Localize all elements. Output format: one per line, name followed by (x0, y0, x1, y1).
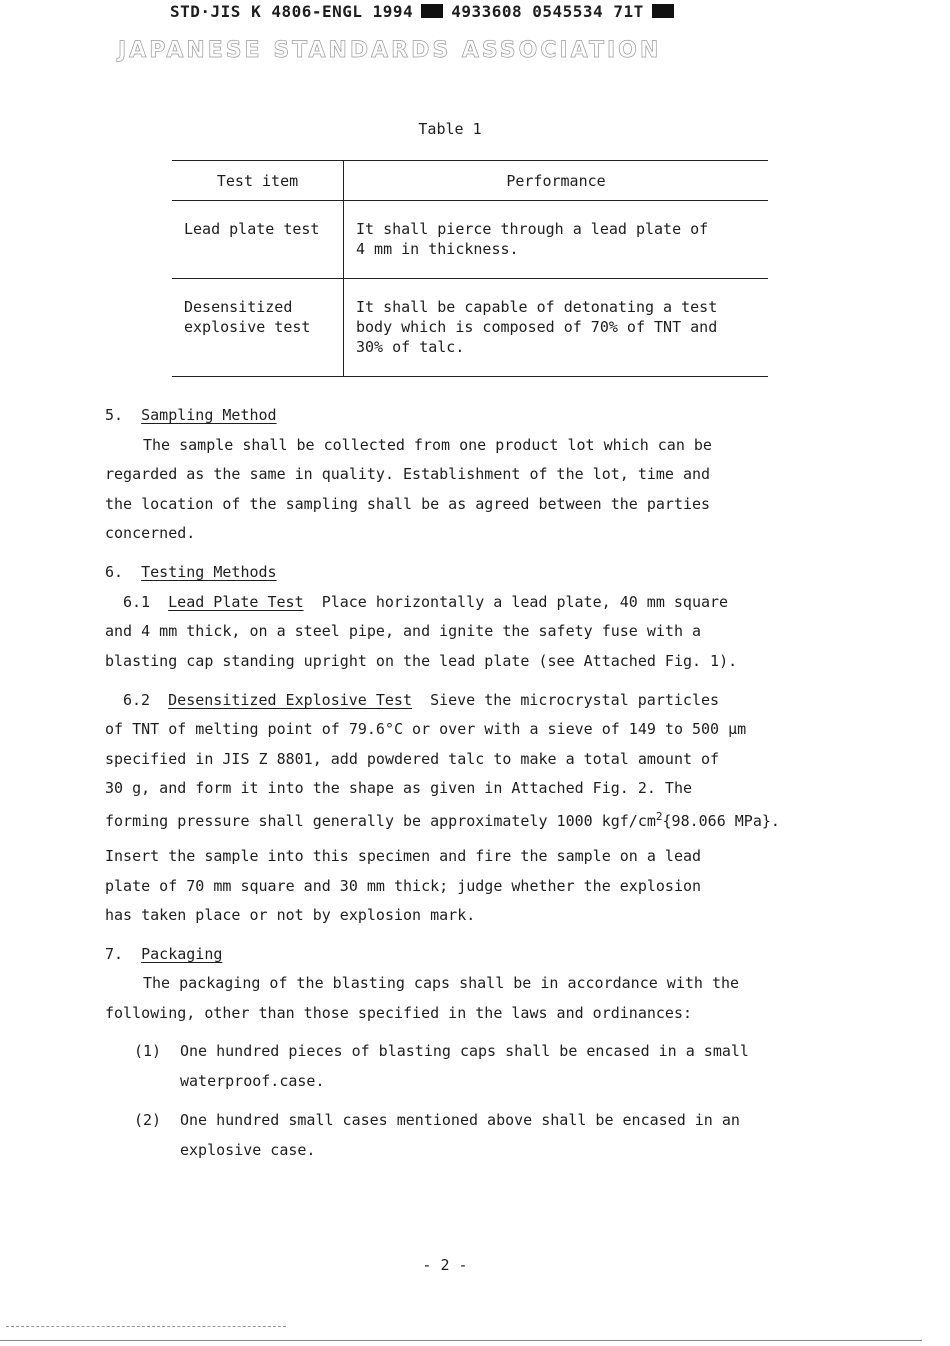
footer-rule (0, 1340, 922, 1341)
section-number: 6. (105, 563, 124, 581)
table-cell-performance (344, 201, 769, 279)
paragraph-line: Insert the sample into this specimen and fire the sample on a lead (105, 847, 702, 865)
table-header-row (172, 161, 768, 201)
header-performance: Performance (506, 171, 606, 190)
redaction-block (652, 4, 674, 18)
item-text: Desensitized (184, 298, 293, 316)
list-item-line: explosive case. (180, 1141, 316, 1159)
header-number: 4933608 0545534 71T (451, 1, 644, 21)
item-text: explosive test (184, 318, 311, 336)
list-item-label: (2) (134, 1111, 162, 1129)
table-row (172, 279, 768, 377)
subsection-line (123, 592, 728, 612)
performance-text: body which is composed of 70% of TNT and (356, 318, 718, 336)
paragraph-line: and 4 mm thick, on a steel pipe, and ignite the safety fuse with a (105, 622, 702, 640)
section-heading (105, 944, 222, 964)
paragraph-line: regarded as the same in quality. Establishment of the lot, time and (105, 465, 711, 483)
performance-text: 30% of talc. (356, 338, 465, 356)
performance-table (172, 160, 768, 377)
paragraph-line: of TNT of melting point of 79.6°C or over with a sieve of 149 to 500 μm (105, 720, 747, 738)
table-cell-item (172, 279, 344, 377)
section-title: Testing Methods (141, 563, 277, 581)
paragraph-line: plate of 70 mm square and 30 mm thick; judge whether the explosion (105, 877, 702, 895)
paragraph-line: 30 g, and form it into the shape as given in Attached Fig. 2. The (105, 779, 692, 797)
pressure-exponent: 2 (655, 810, 663, 823)
performance-text: 4 mm in thickness. (356, 240, 519, 258)
section-number: 7. (105, 945, 124, 963)
paragraph-line (105, 807, 780, 831)
paragraph-line: has taken place or not by explosion mark. (105, 906, 476, 924)
list-item-line: One hundred pieces of blasting caps shall be encased in a small (180, 1042, 749, 1060)
subsection-number: 6.2 (123, 691, 151, 709)
subsection-line (123, 690, 719, 710)
list-item-line: waterproof.case. (180, 1072, 325, 1090)
item-text: Lead plate test (184, 220, 320, 238)
paragraph-line: The sample shall be collected from one product lot which can be (143, 436, 712, 454)
paragraph-line: The packaging of the blasting caps shall be in accordance with the (143, 974, 740, 992)
pressure-text: forming pressure shall generally be approximately 1000 kgf/cm (105, 812, 656, 830)
list-item-label: (1) (134, 1042, 162, 1060)
document-header (170, 0, 770, 22)
table-cell-performance (344, 279, 769, 377)
section-number: 5. (105, 406, 124, 424)
section-heading (105, 562, 277, 582)
subsection-text: Sieve the microcrystal particles (430, 691, 720, 709)
watermark: JAPANESE STANDARDS ASSOCIATION (118, 38, 662, 63)
paragraph-line: blasting cap standing upright on the lead plate (see Attached Fig. 1). (105, 652, 738, 670)
pressure-value: {98.066 MPa}. (662, 812, 780, 830)
header-test-item: Test item (172, 161, 344, 201)
page-number: - 2 - (422, 1256, 468, 1274)
subsection-title: Lead Plate Test (168, 593, 304, 611)
table-row (172, 201, 768, 279)
paragraph-line: concerned. (105, 524, 196, 542)
header-code: STD·JIS K 4806-ENGL 1994 (170, 1, 414, 21)
subsection-number: 6.1 (123, 593, 151, 611)
table-cell-item (172, 201, 344, 279)
paragraph-line: following, other than those specified in the laws and ordinances: (105, 1004, 692, 1022)
table-caption: Table 1 (418, 120, 482, 138)
subsection-text: Place horizontally a lead plate, 40 mm square (321, 593, 729, 611)
section-title: Sampling Method (141, 406, 277, 424)
list-item-line: One hundred small cases mentioned above shall be encased in an (180, 1111, 740, 1129)
scan-artifact-line (6, 1326, 286, 1327)
paragraph-line: specified in JIS Z 8801, add powdered talc to make a total amount of (105, 750, 720, 768)
redaction-block (421, 4, 443, 18)
section-heading (105, 405, 277, 425)
paragraph-line: the location of the sampling shall be as agreed between the parties (105, 495, 711, 513)
section-title: Packaging (141, 945, 223, 963)
subsection-title: Desensitized Explosive Test (168, 691, 412, 709)
performance-text: It shall pierce through a lead plate of (356, 220, 709, 238)
performance-text: It shall be capable of detonating a test (356, 298, 718, 316)
